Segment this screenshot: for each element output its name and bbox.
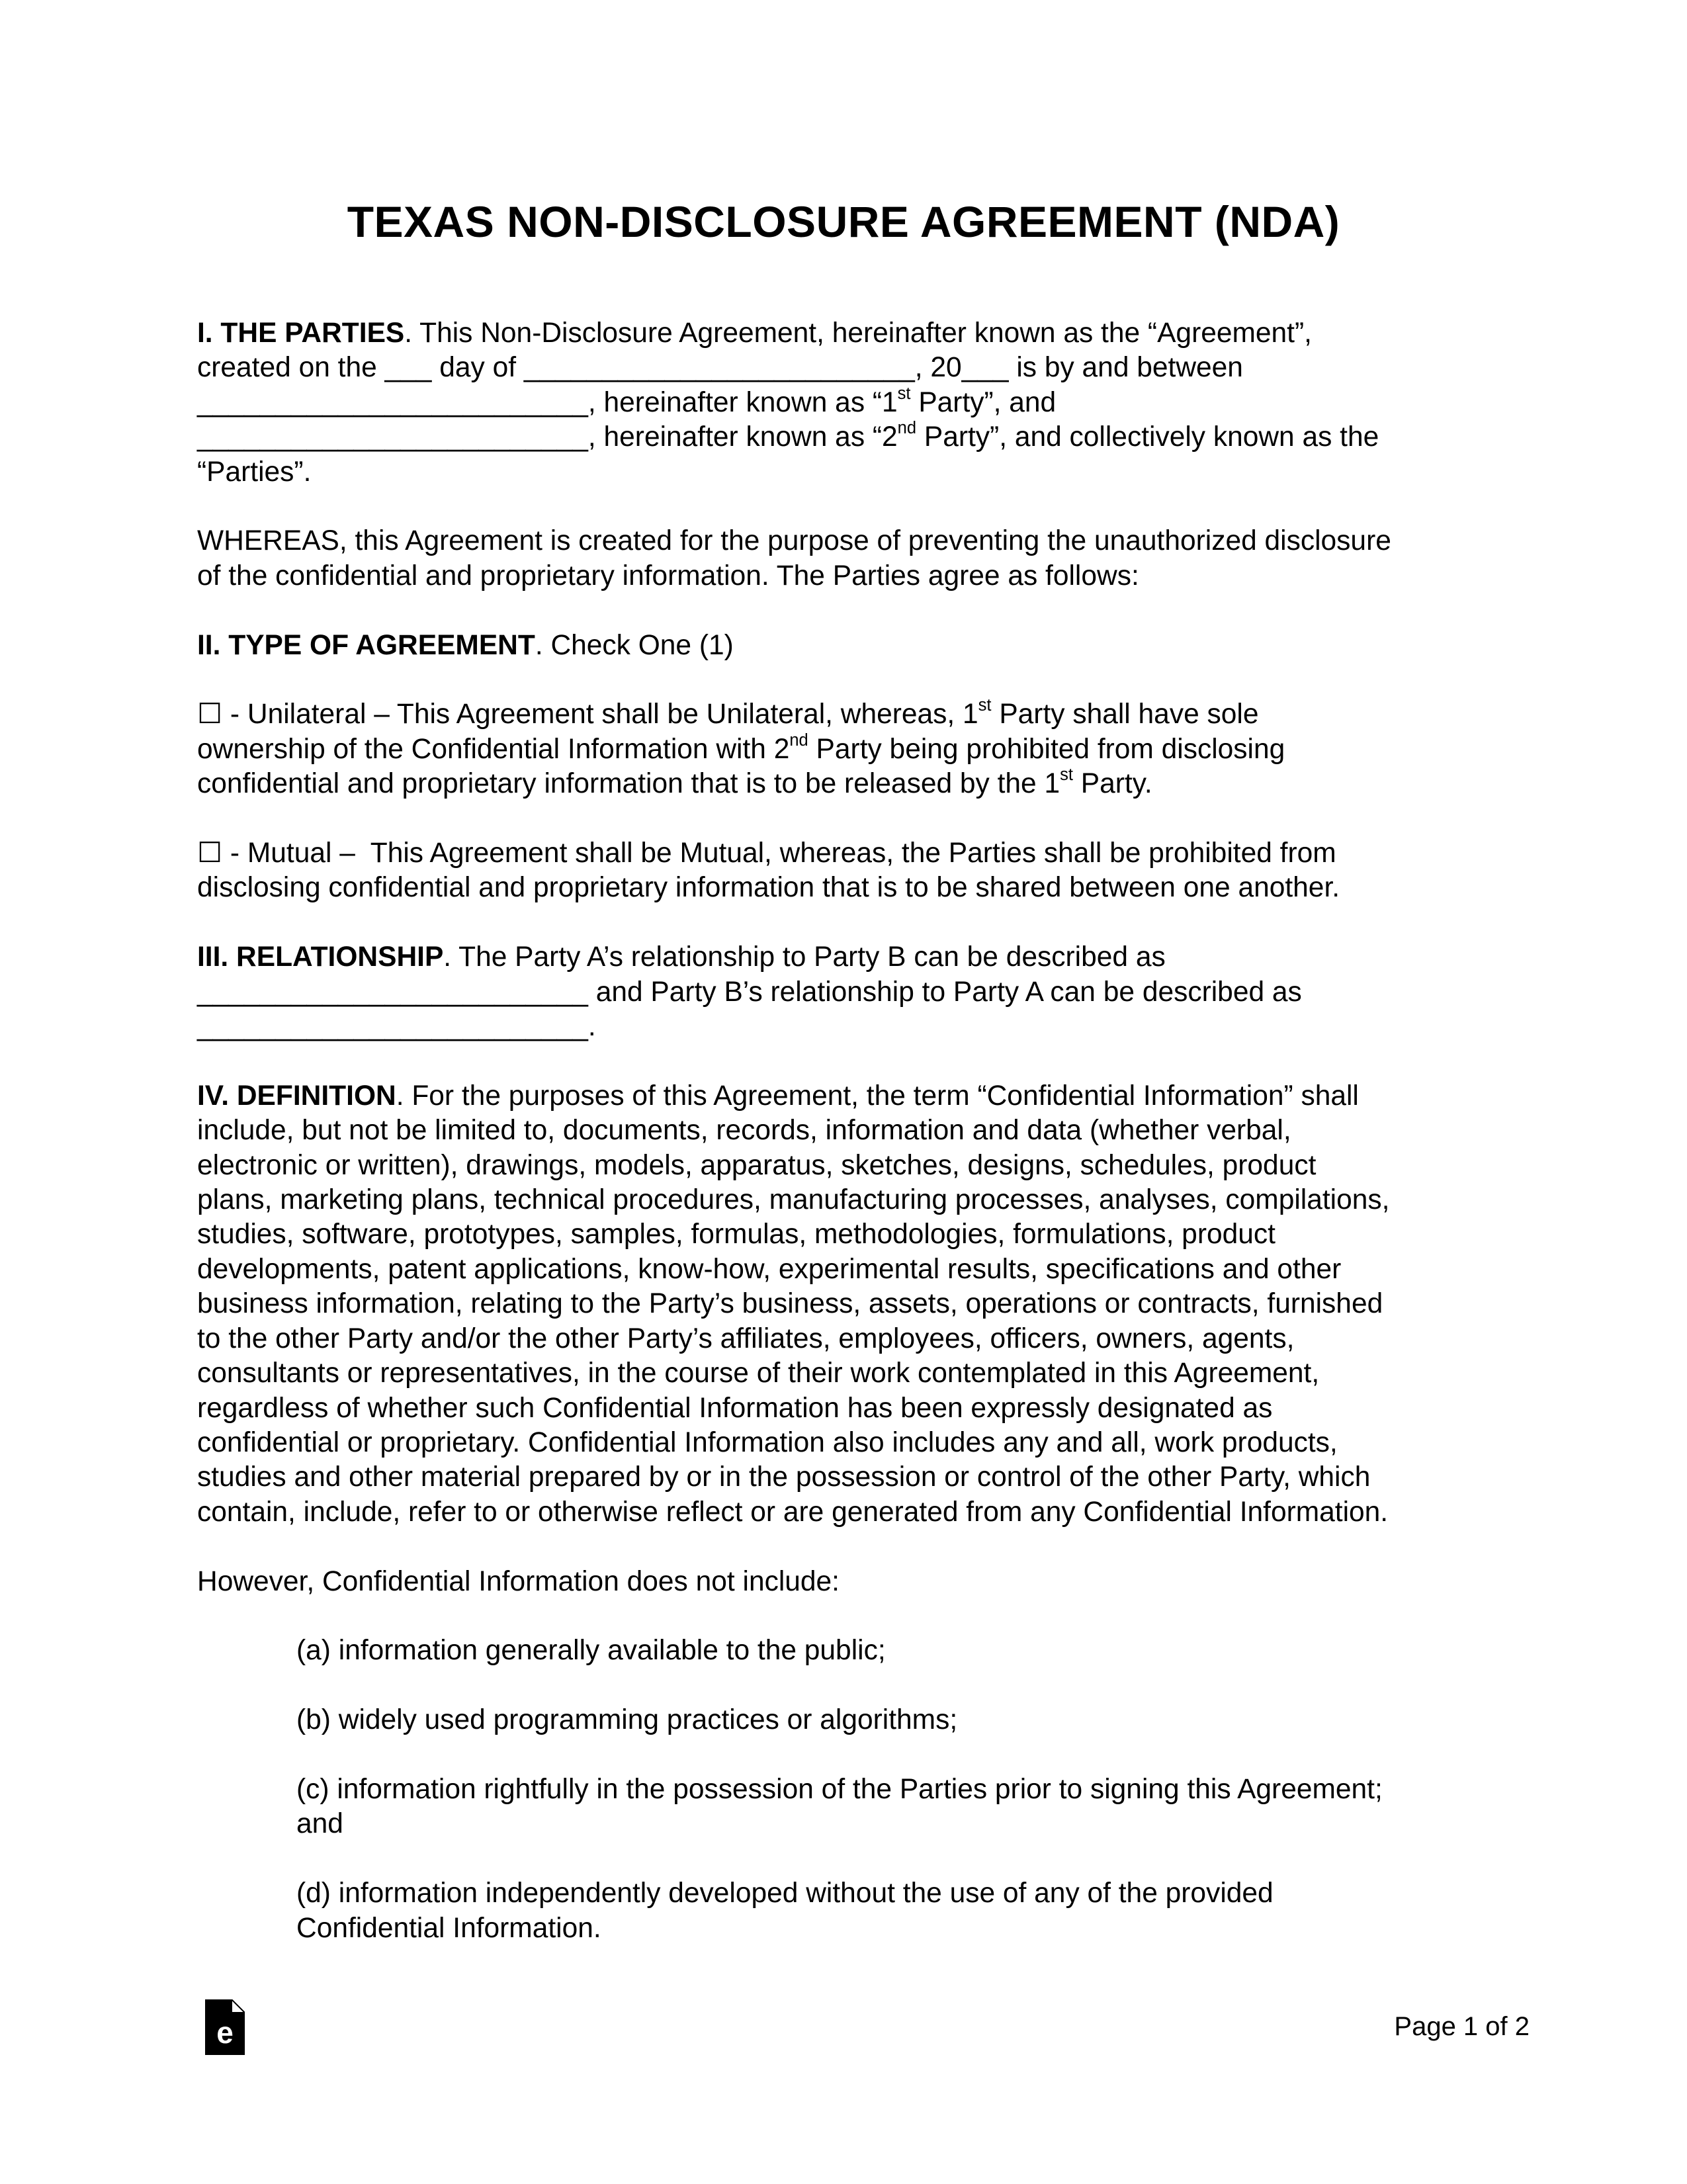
eforms-logo-icon bbox=[205, 1999, 245, 2055]
second-party-line: _________________________, hereinafter known as “2nd Party”, and collectively known as the bbox=[197, 419, 1379, 453]
parties-heading: I. THE PARTIES bbox=[197, 318, 405, 349]
section-relationship: III. RELATIONSHIP. The Party A’s relationship to Party B can be described as _________________________ and Party B’s relationship to Party A can be described as _________________________. bbox=[197, 941, 1302, 1043]
section-parties: I. THE PARTIES. This Non-Disclosure Agreement, hereinafter known as the “Agreement”, created on the ___ day of _________________________, 20___ is by and between _________________________, hereinafter known as “1st Party”, and _________________________, hereinafter known as “2nd Party”, and collectively known as the “Parties”. bbox=[197, 316, 1514, 490]
section-type: II. TYPE OF AGREEMENT. Check One (1) bbox=[197, 629, 734, 661]
exclusion-a: (a) information generally available to the public; bbox=[296, 1635, 886, 1667]
unilateral-checkbox[interactable]: ☐ bbox=[197, 699, 223, 730]
mutual-checkbox[interactable]: ☐ bbox=[197, 838, 223, 869]
exclusion-c: (c) information rightfully in the possession of the Parties prior to signing this Agreement; and bbox=[296, 1773, 1383, 1840]
option-unilateral: ☐ - Unilateral – This Agreement shall be Unilateral, whereas, 1st Party shall have sole ownership of the Confidential Information with 2nd Party being prohibited from disclosing confidential and proprietary information that is to be released by the 1st Party. bbox=[197, 696, 1285, 800]
exclusion-b: (b) widely used programming practices or algorithms; bbox=[296, 1704, 958, 1736]
section-definition: IV. DEFINITION. For the purposes of this Agreement, the term “Confidential Information” shall include, but not be limited to, documents, records, information and data (whether verbal, electronic or written), drawings, models, apparatus, sketches, designs, schedules, product plans, marketing plans, technical procedures, manufacturing processes, analyses, compilations, studies, software, prototypes, samples, formulas, methodologies, formulations, product developments, patent applications, know-how, experimental results, specifications and other business information, relating to the Party’s business, assets, operations or contracts, furnished to the other Party and/or the other Party’s affiliates, employees, officers, owners, agents, consultants or representatives, in the course of their work contemplated in this Agreement, regardless of whether such Confidential Information has been expressly designated as confidential or proprietary. Confidential Information also includes any and all, work products, studies and other material prepared by or in the possession or control of the other Party, which contain, include, refer to or otherwise reflect or are generated from any Confidential Information. bbox=[197, 1080, 1390, 1528]
relationship-heading: III. RELATIONSHIP bbox=[197, 941, 444, 973]
type-heading: II. TYPE OF AGREEMENT bbox=[197, 629, 535, 661]
first-party-line: _________________________, hereinafter known as “1st Party”, and bbox=[197, 384, 1057, 418]
svg-text:e: e bbox=[216, 2015, 234, 2050]
option-mutual: ☐ - Mutual – This Agreement shall be Mutual, whereas, the Parties shall be prohibited from disclosing confidential and proprietary information that is to be shared between one another. bbox=[197, 838, 1340, 904]
page-number: Page 1 of 2 bbox=[1394, 2012, 1530, 2041]
parties-date-line: created on the ___ day of _________________________, 20___ is by and between bbox=[197, 352, 1243, 384]
document-title: TEXAS NON-DISCLOSURE AGREEMENT (NDA) bbox=[347, 197, 1340, 246]
document-body bbox=[197, 316, 1514, 1946]
exclusion-d: (d) information independently developed without the use of any of the provided Confidential Information. bbox=[296, 1878, 1274, 1944]
whereas-clause: WHEREAS, this Agreement is created for the purpose of preventing the unauthorized disclosure of the confidential and proprietary information. The Parties agree as follows: bbox=[197, 525, 1391, 591]
however-clause: However, Confidential Information does not include: bbox=[197, 1565, 840, 1597]
definition-heading: IV. DEFINITION bbox=[197, 1080, 396, 1112]
